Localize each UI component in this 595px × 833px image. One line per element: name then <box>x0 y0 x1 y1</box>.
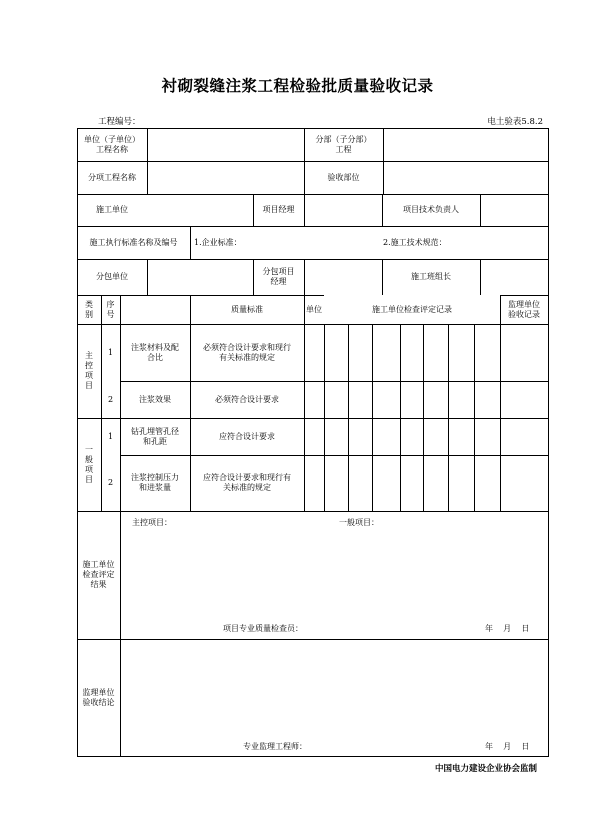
seq-header: 序 号 <box>106 299 115 319</box>
construction-unit-label: 施工单位 <box>96 205 128 214</box>
item-name: 注浆材料及配 合比 <box>131 342 179 362</box>
form-code: 电土验表5.8.2 <box>487 117 543 127</box>
team-leader-label: 施工班组长 <box>411 272 451 281</box>
general-items-label: 一 般 项 目 <box>85 444 93 484</box>
project-manager-label: 项目经理 <box>262 205 295 214</box>
supervision-engineer-label: 专业监理工程师： <box>243 742 307 751</box>
form-title: 衬砌裂缝注浆工程检验批质量验收记录 <box>161 77 434 95</box>
subcontract-manager-field[interactable] <box>304 259 382 295</box>
unit-header: 单位 <box>306 304 322 314</box>
footer-issuer: 中国电力建设企业协会监制 <box>434 764 537 774</box>
item-seq: 2 <box>107 394 114 404</box>
subcontract-unit-label: 分包单位 <box>96 272 128 281</box>
tech-lead-label: 项目技术负责人 <box>403 205 459 214</box>
acceptance-date: 年 月 日 <box>485 742 530 751</box>
project-manager-field[interactable] <box>304 194 382 226</box>
quality-standard-header: 质量标准 <box>231 304 263 314</box>
quality-inspector-label: 项目专业质量检查员： <box>223 624 303 633</box>
acceptance-conclusion-label: 监理单位 验收结论 <box>82 687 115 707</box>
item-standard: 应符合设计要求 <box>219 431 275 441</box>
inspection-part-field[interactable] <box>383 161 548 194</box>
sub-division-field[interactable] <box>383 128 548 161</box>
item-seq: 1 <box>107 431 114 441</box>
main-items-label: 主控项目： <box>132 518 172 527</box>
item-standard: 必须符合设计要求和现行 有关标准的规定 <box>203 342 291 362</box>
general-items-result-label: 一般项目： <box>339 518 379 527</box>
project-number-label: 工程编号： <box>98 117 141 127</box>
subcontract-manager-label: 分包项目 经理 <box>262 267 295 286</box>
enterprise-standard-field[interactable]: 1.企业标准： <box>194 237 242 247</box>
evaluation-result-field[interactable] <box>120 511 548 639</box>
tech-spec-field[interactable]: 2.施工技术规范： <box>383 237 447 247</box>
item-standard: 必须符合设计要求 <box>215 394 279 404</box>
construction-unit-field[interactable] <box>147 194 253 226</box>
unit-project-name-label: 单位（子单位） 工程名称 <box>84 134 140 154</box>
supervision-record-header: 监理单位 验收记录 <box>508 299 540 319</box>
inspection-date: 年 月 日 <box>485 624 530 633</box>
acceptance-conclusion-field[interactable] <box>120 639 548 756</box>
item-seq: 1 <box>107 347 114 357</box>
unit-project-name-field[interactable] <box>147 128 304 161</box>
item-name: 注浆控制压力 和进浆量 <box>131 473 179 492</box>
standard-name-label: 施工执行标准名称及编号 <box>89 237 178 247</box>
category-header: 类 别 <box>85 299 93 319</box>
item-standard: 应符合设计要求和现行有 关标准的规定 <box>203 473 291 492</box>
team-leader-field[interactable] <box>480 259 548 295</box>
subcontract-unit-field[interactable] <box>147 259 253 295</box>
main-control-items-label: 主 控 项 目 <box>85 351 93 390</box>
check-record-header: 施工单位检查评定记录 <box>324 295 500 324</box>
item-name: 钻孔埋管孔径 和孔距 <box>131 426 179 446</box>
sub-division-label: 分部（子分部） 工程 <box>315 134 372 154</box>
evaluation-result-label: 施工单位 检查评定 结果 <box>82 560 115 589</box>
inspection-part-label: 验收部位 <box>327 172 360 182</box>
sub-item-name-field[interactable] <box>147 161 304 194</box>
item-seq: 2 <box>107 478 114 487</box>
inspection-form-table <box>77 128 549 757</box>
sub-item-name-label: 分项工程名称 <box>88 172 136 182</box>
tech-lead-field[interactable] <box>480 194 548 226</box>
item-name: 注浆效果 <box>139 394 171 404</box>
